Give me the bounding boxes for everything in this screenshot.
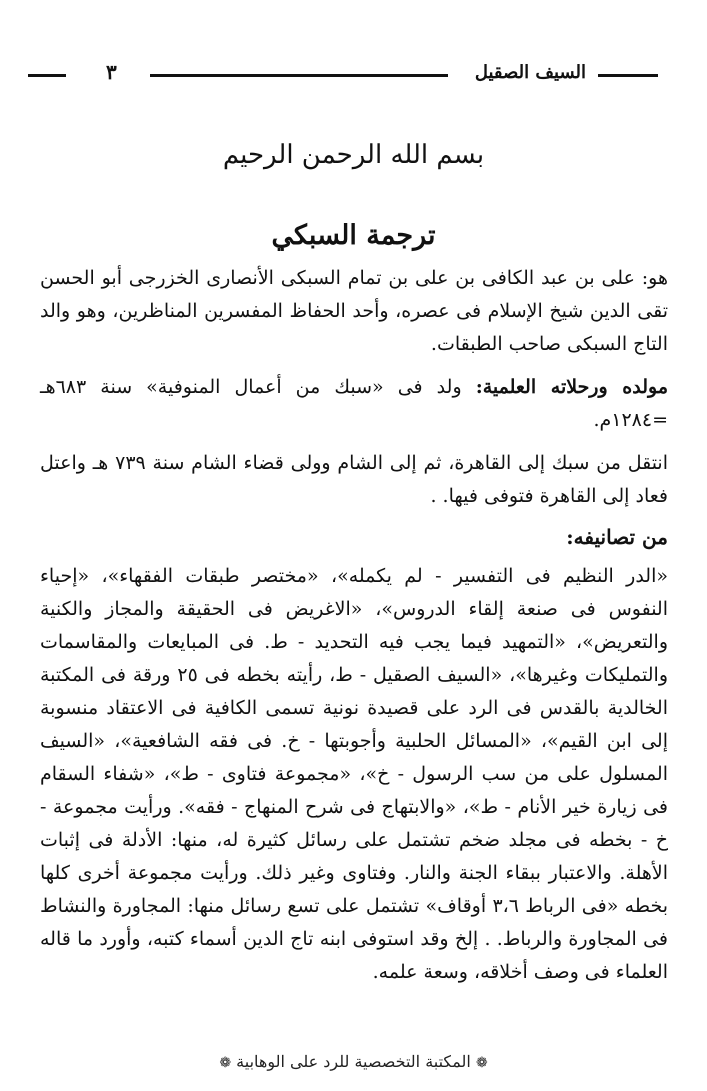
ornament-icon: ❁	[475, 1055, 488, 1071]
paragraph-travels: انتقل من سبك إلى القاهرة، ثم إلى الشام وولى قضاء الشام سنة ٧٣٩ هـ واعتل فعاد إلى القاهرة فتوفى فيها. .	[40, 452, 668, 507]
basmala-calligraphy: بسم الله الرحمن الرحيم	[222, 140, 485, 170]
header-title: السيف الصقيل	[474, 62, 586, 83]
footer-text: المكتبة التخصصية للرد على الوهابية	[236, 1052, 471, 1071]
ornament-icon: ❁	[219, 1055, 232, 1071]
running-header	[28, 60, 658, 90]
paragraph-text: ولد فى «سبك من أعمال المنوفية» سنة ٦٨٣هـ =١٢٨٤م.	[40, 376, 668, 431]
paragraph-label: مولده ورحلاته العلمية:	[475, 376, 668, 398]
header-dash	[598, 74, 658, 77]
page-footer	[0, 1052, 707, 1071]
page-title: ترجمة السبكي	[271, 220, 436, 251]
paragraph-works: «الدر النظيم فى التفسير - لم يكمله»، «مختصر طبقات الفقهاء»، «إحياء النفوس فى صنعة إلقاء الدروس»، «الاغريض فى الحقيقة والمجاز والكنية والتعريض»، «التمهيد فيما يجب فيه التحديد - ط. فى المبايعات والمقاسمات والتمليكات وغيرها»، «السيف الصقيل - ط، رأيته بخطه فى ٢٥ ورقة فى المكتبة الخالدية بالقدس فى الرد على قصيدة نونية تسمى الكافية فى الاعتقاد منسوبة إلى ابن القيم»، «المسائل الحلبية وأجوبتها - خ. فى فقه الشافعية»، «السيف المسلول على من سب الرسول - خ»، «مجموعة فتاوى - ط»، «شفاء السقام فى زيارة خير الأنام - ط»، «والابتهاج فى شرح المنهاج - فقه». ورأيت مجموعة - خ - بخطه فى مجلد ضخم تشتمل على رسائل كثيرة له، منها: الأدلة فى إثبات الأهلة. والاعتبار ببقاء الجنة والنار. وفتاوى وغير ذلك. ورأيت مجموعة أخرى كلها بخطه «فى الرباط ٣،٦ أوقاف» تشتمل على تسع رسائل منها: المجاورة والنشاط فى المجاورة والرباط. . إلخ وقد استوفى ابنه تاج الدين أسماء كتبه، وأورد ما قاله العلماء فى وصف أخلاقه، وسعة علمه.	[40, 565, 668, 983]
section-heading: من تصانيفه:	[566, 525, 668, 549]
paragraph-biography: هو: على بن عبد الكافى بن على بن تمام السبكى الأنصارى الخزرجى أبو الحسن تقى الدين شيخ الإسلام فى عصره، وأحد الحفاظ المفسرين المناظرين، وهو والد التاج السبكى صاحب الطبقات.	[40, 267, 668, 355]
page-number: ٣	[106, 60, 117, 84]
header-rule	[150, 74, 448, 77]
body-text	[40, 262, 668, 989]
header-dash	[28, 74, 66, 77]
paragraph-birth	[40, 371, 668, 437]
